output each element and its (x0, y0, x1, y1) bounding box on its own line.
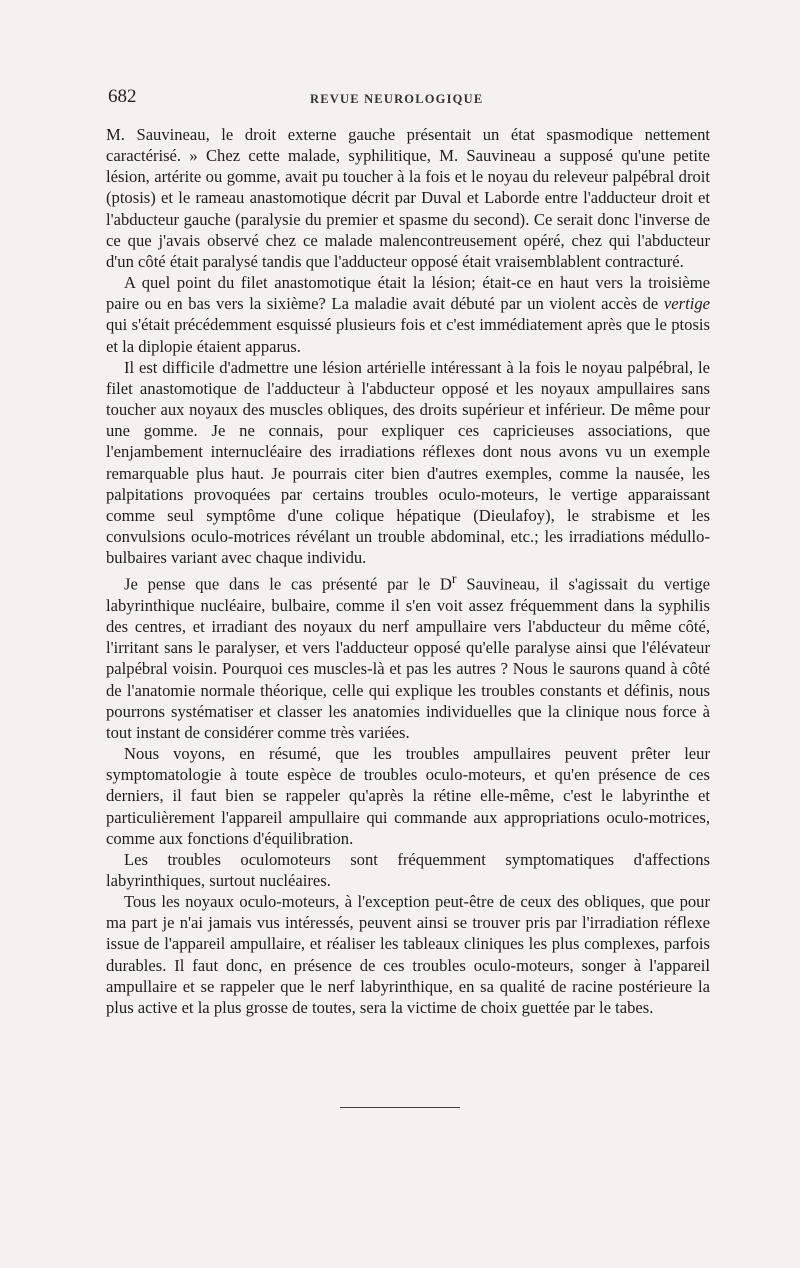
paragraph-6: Les troubles oculomoteurs sont fréquemment symptomatiques d'affections labyrinthiques, surtout nucléaires. (106, 849, 710, 890)
paragraph-4 (106, 568, 710, 743)
closing-rule (340, 1107, 460, 1108)
page-number: 682 (108, 86, 137, 107)
paragraph-3: Il est difficile d'admettre une lésion artérielle intéressant à la fois le noyau palpébral, le filet anastomotique de l'adducteur à l'abducteur opposé et les noyaux ampullaires sans toucher aux noyaux des muscles obliques, des droits supérieur et inférieur. De même pour une gomme. Je ne connais, pour expliquer ces capricieuses associations, que l'enjambement internucléaire des irradiations réflexes dont nous avons vu un exemple remarquable plus haut. Je pourrais citer bien d'autres exemples, comme la nausée, les palpitations provoquées par certains troubles oculo-moteurs, le vertige apparaissant comme seul symptôme d'une colique hépatique (Dieulafoy), le strabisme et les convulsions oculo-motrices révélant un trouble abdominal, etc.; les irradiations médullo-bulbaires variant avec chaque individu. (106, 357, 710, 568)
paragraph-2-part-2: qui s'était précédemment esquissé plusieurs fois et c'est immédiatement après que le ptosis et la diplopie étaient apparus. (106, 315, 710, 356)
running-head: REVUE NEUROLOGIQUE (310, 92, 484, 106)
italic-term-vertige: vertige (663, 294, 710, 314)
paragraph-2-part-1: A quel point du filet anastomotique était la lésion; était-ce en haut vers la troisième paire ou en bas vers la sixième? La maladie avait débuté par un violent accès de (106, 273, 710, 314)
paragraph-4-part-2: Sauvineau, il s'agissait du vertige labyrinthique nucléaire, bulbaire, comme il s'en voit assez fréquemment dans la syphilis des centres, et irradiant des noyaux du nerf ampullaire vers l'abducteur du même côté, l'irritant sans le paralyser, et vers l'adducteur opposé qu'elle paralyse ainsi que l'élévateur palpébral voisin. Pourquoi ces muscles-là et pas les autres ? Nous le saurons quand à côté de l'anatomie normale théorique, celle qui explique les troubles constants et définis, nous pourrons systématiser et classer les anatomies individuelles que la clinique nous force à tout instant de considérer comme très variées. (106, 574, 710, 742)
paragraph-2 (106, 272, 710, 357)
paragraph-5: Nous voyons, en résumé, que les troubles ampullaires peuvent prêter leur symptomatologie à toute espèce de troubles oculo-moteurs, et qu'en présence de ces derniers, il faut bien se rappeler qu'après la rétine elle-même, c'est le labyrinthe et particulièrement l'appareil ampullaire qui commande aux appropriations oculo-motrices, comme aux fonctions d'équilibration. (106, 744, 710, 848)
paragraph-4-part-1: Je pense que dans le cas présenté par le D (124, 574, 452, 594)
paragraph-1: M. Sauvineau, le droit externe gauche présentait un état spasmodique nettement caractérisé. » Chez cette malade, syphilitique, M. Sauvineau a supposé qu'une petite lésion, artérite ou gomme, avait pu toucher à la fois et le noyau du releveur palpébral droit (ptosis) et le rameau anastomotique décrit par Duval et Laborde entre l'adducteur droit et l'abducteur gauche (paralysie du premier et spasme du second). Ce serait donc l'inverse de ce que j'avais observé chez ce malade malencontreusement opéré, chez qui l'abducteur d'un côté était paralysé tandis que l'adducteur opposé était vraisemblablent contracturé. (106, 125, 710, 271)
body-text (106, 124, 710, 1018)
superscript-r: r (451, 571, 457, 587)
paragraph-7: Tous les noyaux oculo-moteurs, à l'exception peut-être de ceux des obliques, que pour ma part je n'ai jamais vus intéressés, peuvent ainsi se trouver pris par l'irradiation réflexe issue de l'appareil ampullaire, et réaliser les tableaux cliniques les plus complexes, parfois durables. Il faut donc, en présence de ces troubles oculo-moteurs, songer à l'appareil ampullaire et se rappeler que le nerf labyrinthique, en sa qualité de racine postérieure la plus active et la plus grosse de toutes, sera la victime de choix guettée par le tabes. (106, 892, 710, 1017)
